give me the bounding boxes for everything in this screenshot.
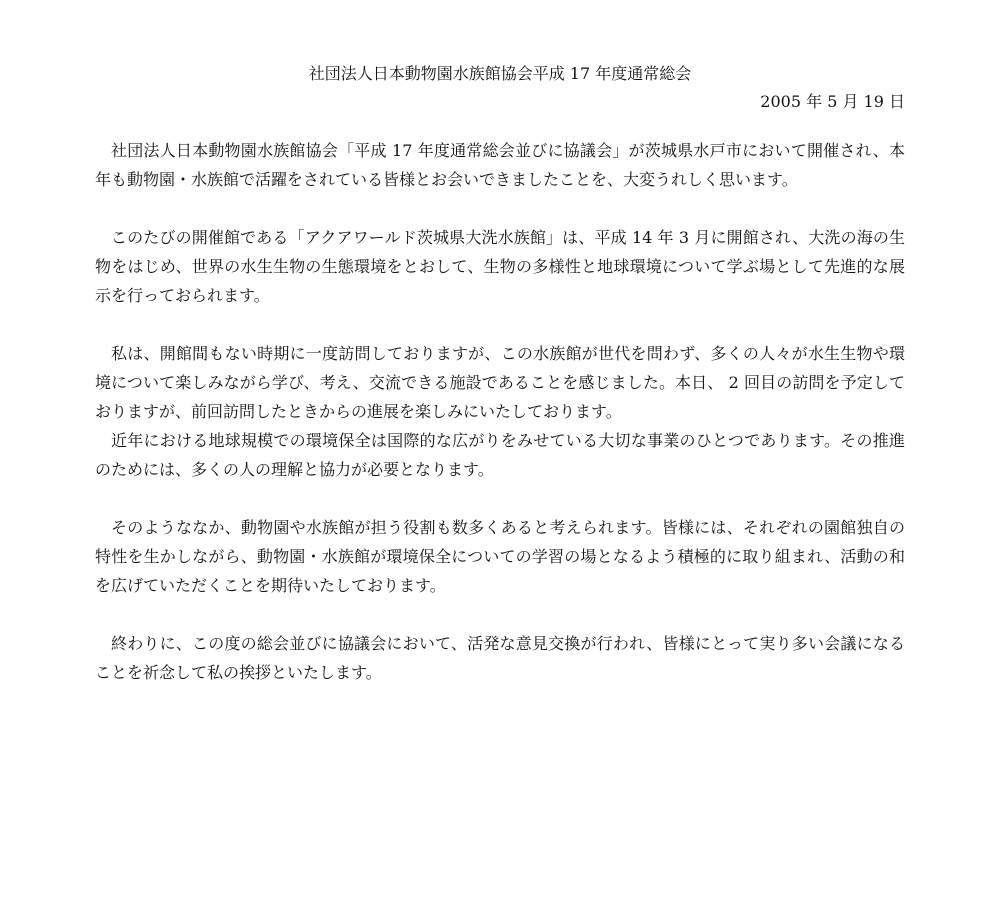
paragraph-spacer <box>95 600 905 629</box>
document-date: 2005 年 5 月 19 日 <box>760 92 905 111</box>
document-page <box>95 62 905 687</box>
paragraph-host-aquarium: このたびの開催館である「アクアワールド茨城県大洗水族館」は、平成 14 年 3 月に開館され、大洗の海の生物をはじめ、世界の水生生物の生態環境をとおして、生物の多様性と地球環境について学ぶ場として先進的な展示を行っておられます。 <box>95 228 905 305</box>
paragraph-roles: そのようななか、動物園や水族館が担う役割も数多くあると考えられます。皆様には、それぞれの園館独自の特性を生かしながら、動物園・水族館が環境保全についての学習の場となるよう積極的に取り組まれ、活動の和を広げていただくことを期待いたしております。 <box>95 518 905 595</box>
paragraph-spacer <box>95 194 905 223</box>
paragraph-spacer <box>95 484 905 513</box>
paragraph-visit: 私は、開館間もない時期に一度訪問しておりますが、この水族館が世代を問わず、多くの人々が水生生物や環境について楽しみながら学び、考え、交流できる施設であることを感じました。本日、 2 回目の訪問を予定しておりますが、前回訪問したときからの進展を楽しみにいたしております。 <box>95 344 905 421</box>
paragraph-spacer <box>95 310 905 339</box>
document-title: 社団法人日本動物園水族館協会平成 17 年度通常総会 <box>308 64 692 83</box>
document-body <box>95 136 905 687</box>
paragraph-closing: 終わりに、この度の総会並びに協議会において、活発な意見交換が行われ、皆様にとって実り多い会議になることを祈念して私の挨拶といたします。 <box>95 634 905 682</box>
paragraph-environment: 近年における地球規模での環境保全は国際的な広がりをみせている大切な事業のひとつであります。その推進のためには、多くの人の理解と協力が必要となります。 <box>95 431 905 479</box>
paragraph-opening: 社団法人日本動物園水族館協会「平成 17 年度通常総会並びに協議会」が茨城県水戸市において開催され、本年も動物園・水族館で活躍をされている皆様とお会いできましたことを、大変うれしく思います。 <box>95 141 905 189</box>
